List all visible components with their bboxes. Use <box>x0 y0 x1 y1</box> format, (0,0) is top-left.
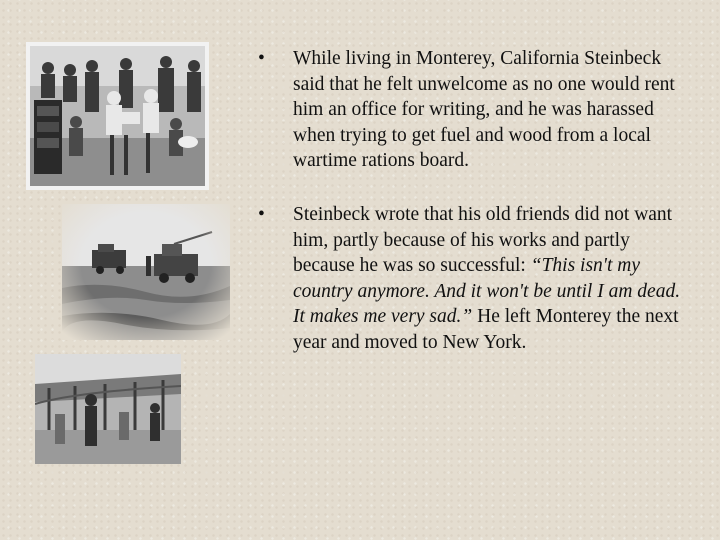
bullet-item <box>258 202 688 356</box>
bullet-marker: • <box>258 203 265 225</box>
bullet-text-before-quote: Steinbeck wrote that his old friends did not want him, partly because of his works and partly because he was so successful: <box>293 203 673 277</box>
photo-trucks-field <box>62 204 230 340</box>
bullet-item <box>258 46 688 174</box>
photo-trucks-field-image <box>62 204 230 340</box>
bullet-list <box>258 46 688 356</box>
bullet-text-after-quote: He left Monterey the next year and moved to New York. <box>293 306 679 353</box>
steinbeck-quote: “This isn't my country anymore. And it won't be until I am dead. It makes me very sad.” <box>293 255 681 328</box>
bullet-marker: • <box>258 48 265 69</box>
photo-radio-crew <box>26 42 209 190</box>
photo-radio-crew-image <box>26 42 209 190</box>
bullet-text: While living in Monterey, California Steinbeck said that he felt unwelcome as no one would rent him an office for writing, and he was harassed when trying to get fuel and wood from a local wartime rations board. <box>293 48 675 172</box>
photo-vineyard-workers-image <box>35 354 181 464</box>
photo-vineyard-workers <box>35 354 181 464</box>
bullet-text <box>293 204 680 353</box>
